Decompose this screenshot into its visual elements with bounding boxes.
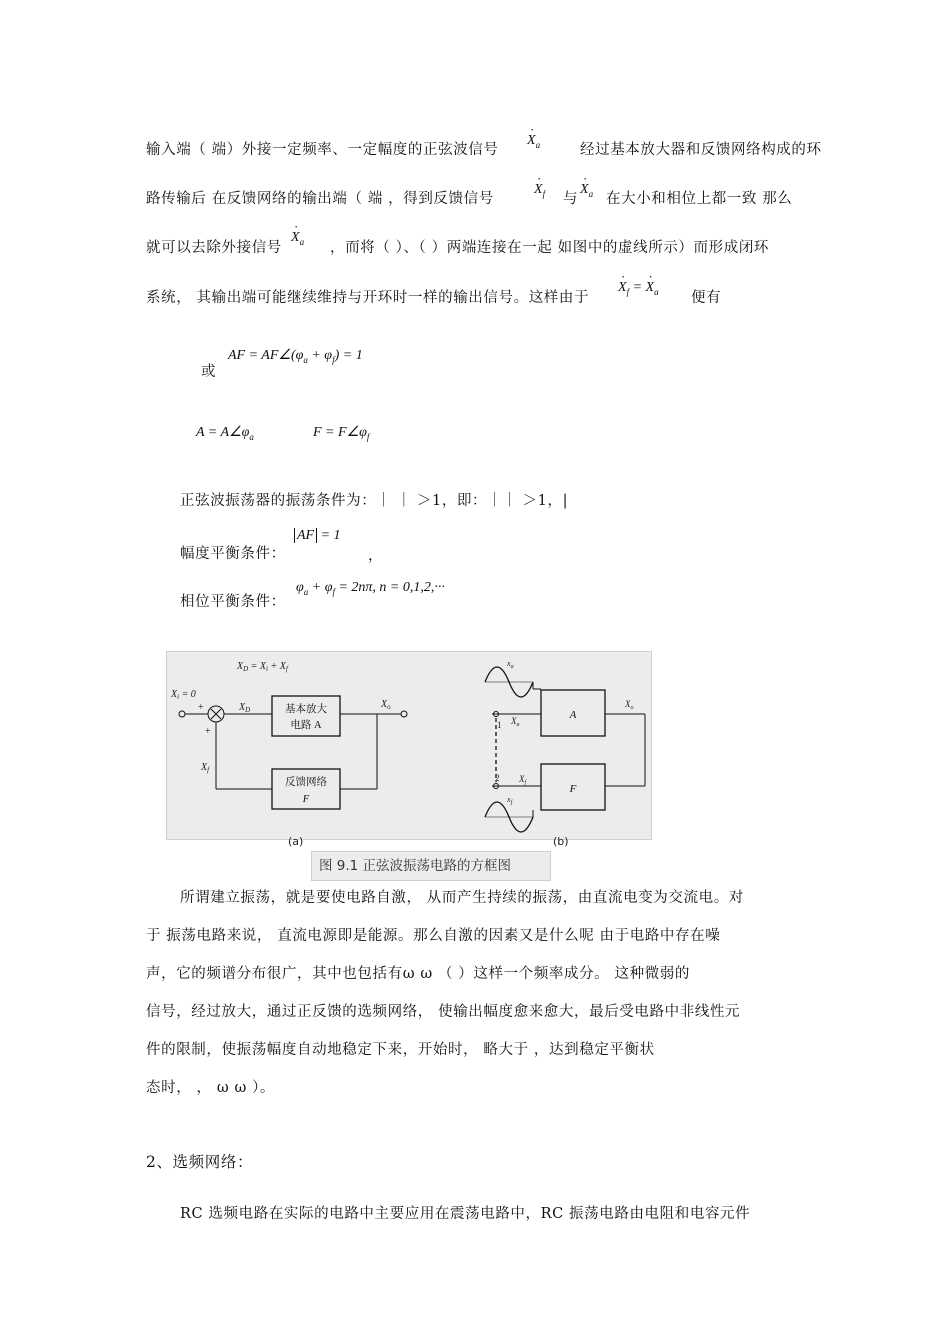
para1-line1 <box>146 140 499 160</box>
para1-line2-end: 在大小和相位上都一致 那么 <box>606 191 793 207</box>
math-xf-1 <box>534 182 545 199</box>
math-sub: f <box>366 432 370 442</box>
para2-line4: 信号，经过放大，通过正反馈的选频网络， 使输出幅度愈来愈大，最后受电路中非线性元 <box>146 1004 741 1020</box>
block-diagram-figure <box>166 651 652 840</box>
math-x: · X <box>534 182 543 198</box>
math-sub: f <box>626 287 630 297</box>
math-sub: a <box>303 587 309 597</box>
xd-label: $X_D$ <box>239 702 251 714</box>
math-xa-3 <box>291 230 304 247</box>
figure-caption: 图 9.1 正弦波振荡电路的方框图 <box>311 851 551 881</box>
section-heading: 2、选频网络： <box>146 1153 254 1171</box>
eq-part: = 1 <box>320 528 341 543</box>
eq-part: AF = AF∠(φ <box>228 348 304 363</box>
math-x: · X <box>527 133 536 149</box>
eq-part: F = F∠φ <box>313 425 367 440</box>
eq-part: φ <box>324 580 333 595</box>
math-sub: a <box>588 189 594 199</box>
para2-line2: 于 振荡电路来说， 直流电源即是能源。那么自激的因素又是什么呢 由于电路中存在噪 <box>146 928 721 944</box>
math-sub: a <box>249 432 254 442</box>
feedback-label-1: 反馈网络 <box>285 777 327 788</box>
math-xa-1 <box>527 133 540 150</box>
equation-a <box>196 424 254 442</box>
eq-part: + φ <box>307 348 333 363</box>
equation-af <box>228 347 363 365</box>
input-terminal <box>179 711 185 717</box>
math-sub: a <box>654 287 659 297</box>
text-span: 输入端（ 端）外接一定频率、一定幅度的正弦波信号 <box>146 142 499 158</box>
xf-wave-label: $x_f$ <box>507 795 513 806</box>
amplitude-condition-math: AF = 1 <box>294 528 341 544</box>
para1-line3: 就可以去除外接信号 <box>146 240 282 256</box>
xf-label: $X_f$ <box>201 762 210 774</box>
para1-line1-end <box>580 140 822 160</box>
math-sub: a <box>303 355 308 365</box>
para1-line2-and: 与 <box>563 191 579 207</box>
para2-line6: 态时， ， ω ω ）。 <box>146 1080 276 1096</box>
math-sub: f <box>542 189 546 199</box>
amplitude-condition-label: 幅度平衡条件： <box>180 546 286 562</box>
phase-condition-label: 相位平衡条件： <box>180 594 286 610</box>
text-span: 路传输后 在反馈网络的输出端（ 端 ，得到反馈信号 <box>146 191 494 207</box>
terminal-1-label: 1 <box>497 720 502 730</box>
block-a-label: A <box>569 709 577 721</box>
para1-line4-end: 便有 <box>691 290 722 306</box>
para2-line1: 所谓建立振荡，就是要使电路自激， 从而产生持续的振荡，由直流电变为交流电。对 <box>180 890 744 906</box>
or-label: 或 <box>201 364 217 380</box>
amplitude-trailing: ， <box>368 548 384 564</box>
para1-line2 <box>146 189 494 209</box>
subfigure-b-label: (b) <box>553 835 569 848</box>
eq-part: φ <box>296 580 304 595</box>
sum-formula: $X_D = X_i + X_f$ <box>237 661 288 673</box>
math-xa-2 <box>580 182 593 199</box>
terminal-2-label: 2 <box>495 773 500 783</box>
eq-part: = 2nπ, n = 0,1,2,··· <box>334 580 445 595</box>
phase-condition-math: $\varphi_a + \varphi_f = 2n\pi$, n = 0,1,2,··· <box>296 580 445 597</box>
basic-amp-label-1: 基本放大 <box>285 704 327 715</box>
equation-f <box>313 424 369 442</box>
para3-line1: RC 选频电路在实际的电路中主要应用在震荡电路中，RC 振荡电路由电阻和电容元件 <box>180 1206 751 1222</box>
subfigure-a-label: (a) <box>288 835 304 848</box>
math-sub: a <box>299 237 305 247</box>
text-span: 经过基本放大器和反馈网络构成的环 <box>580 142 822 158</box>
xf-label-b: $X_f$ <box>519 774 527 786</box>
feedback-label-2: F <box>302 794 310 805</box>
oscillation-condition: 正弦波振荡器的振荡条件为：｜ ｜ ＞1，即：｜｜ ＞1，| <box>180 493 569 509</box>
math-x: · X <box>291 230 300 246</box>
math-sub: f <box>332 587 335 597</box>
eq-part: A = A∠φ <box>196 425 250 440</box>
math-sub: f <box>332 355 335 365</box>
math-sub: a <box>535 140 541 150</box>
plus-sign: + <box>205 726 211 737</box>
block-diagram-svg <box>167 652 651 839</box>
math-xf-eq-xa <box>618 280 659 297</box>
plus-sign: + <box>198 702 204 713</box>
xo-label: $X_o$ <box>381 699 391 711</box>
math-x: · X <box>580 182 589 198</box>
input-label: $X_i = 0$ <box>171 689 196 701</box>
xa-wave-label: $x_a$ <box>507 659 514 670</box>
math-x: · X <box>646 280 655 296</box>
basic-amp-label-2: 电路 A <box>290 720 322 731</box>
output-terminal <box>401 711 407 717</box>
para1-line4: 系统， 其输出端可能继续维持与开环时一样的输出信号。这样由于 <box>146 290 590 306</box>
xa-label-b: $X_a$ <box>511 716 520 728</box>
xo-label-b: $X_o$ <box>625 699 634 711</box>
para2-line5: 件的限制，使振荡幅度自动地稳定下来，开始时， 略大于 ，达到稳定平衡状 <box>146 1042 655 1058</box>
math-x: · X <box>618 280 627 296</box>
para2-line3: 声，它的频谱分布很广，其中也包括有ω ω （ ）这样一个频率成分。 这种微弱的 <box>146 966 690 982</box>
block-f-label: F <box>569 783 577 795</box>
eq-part: ) = 1 <box>334 348 363 363</box>
math-eq: = <box>632 280 646 295</box>
para1-line3-end: ，而将（ ）、（ ）两端连接在一起 如图中的虚线所示）而形成闭环 <box>330 240 770 256</box>
